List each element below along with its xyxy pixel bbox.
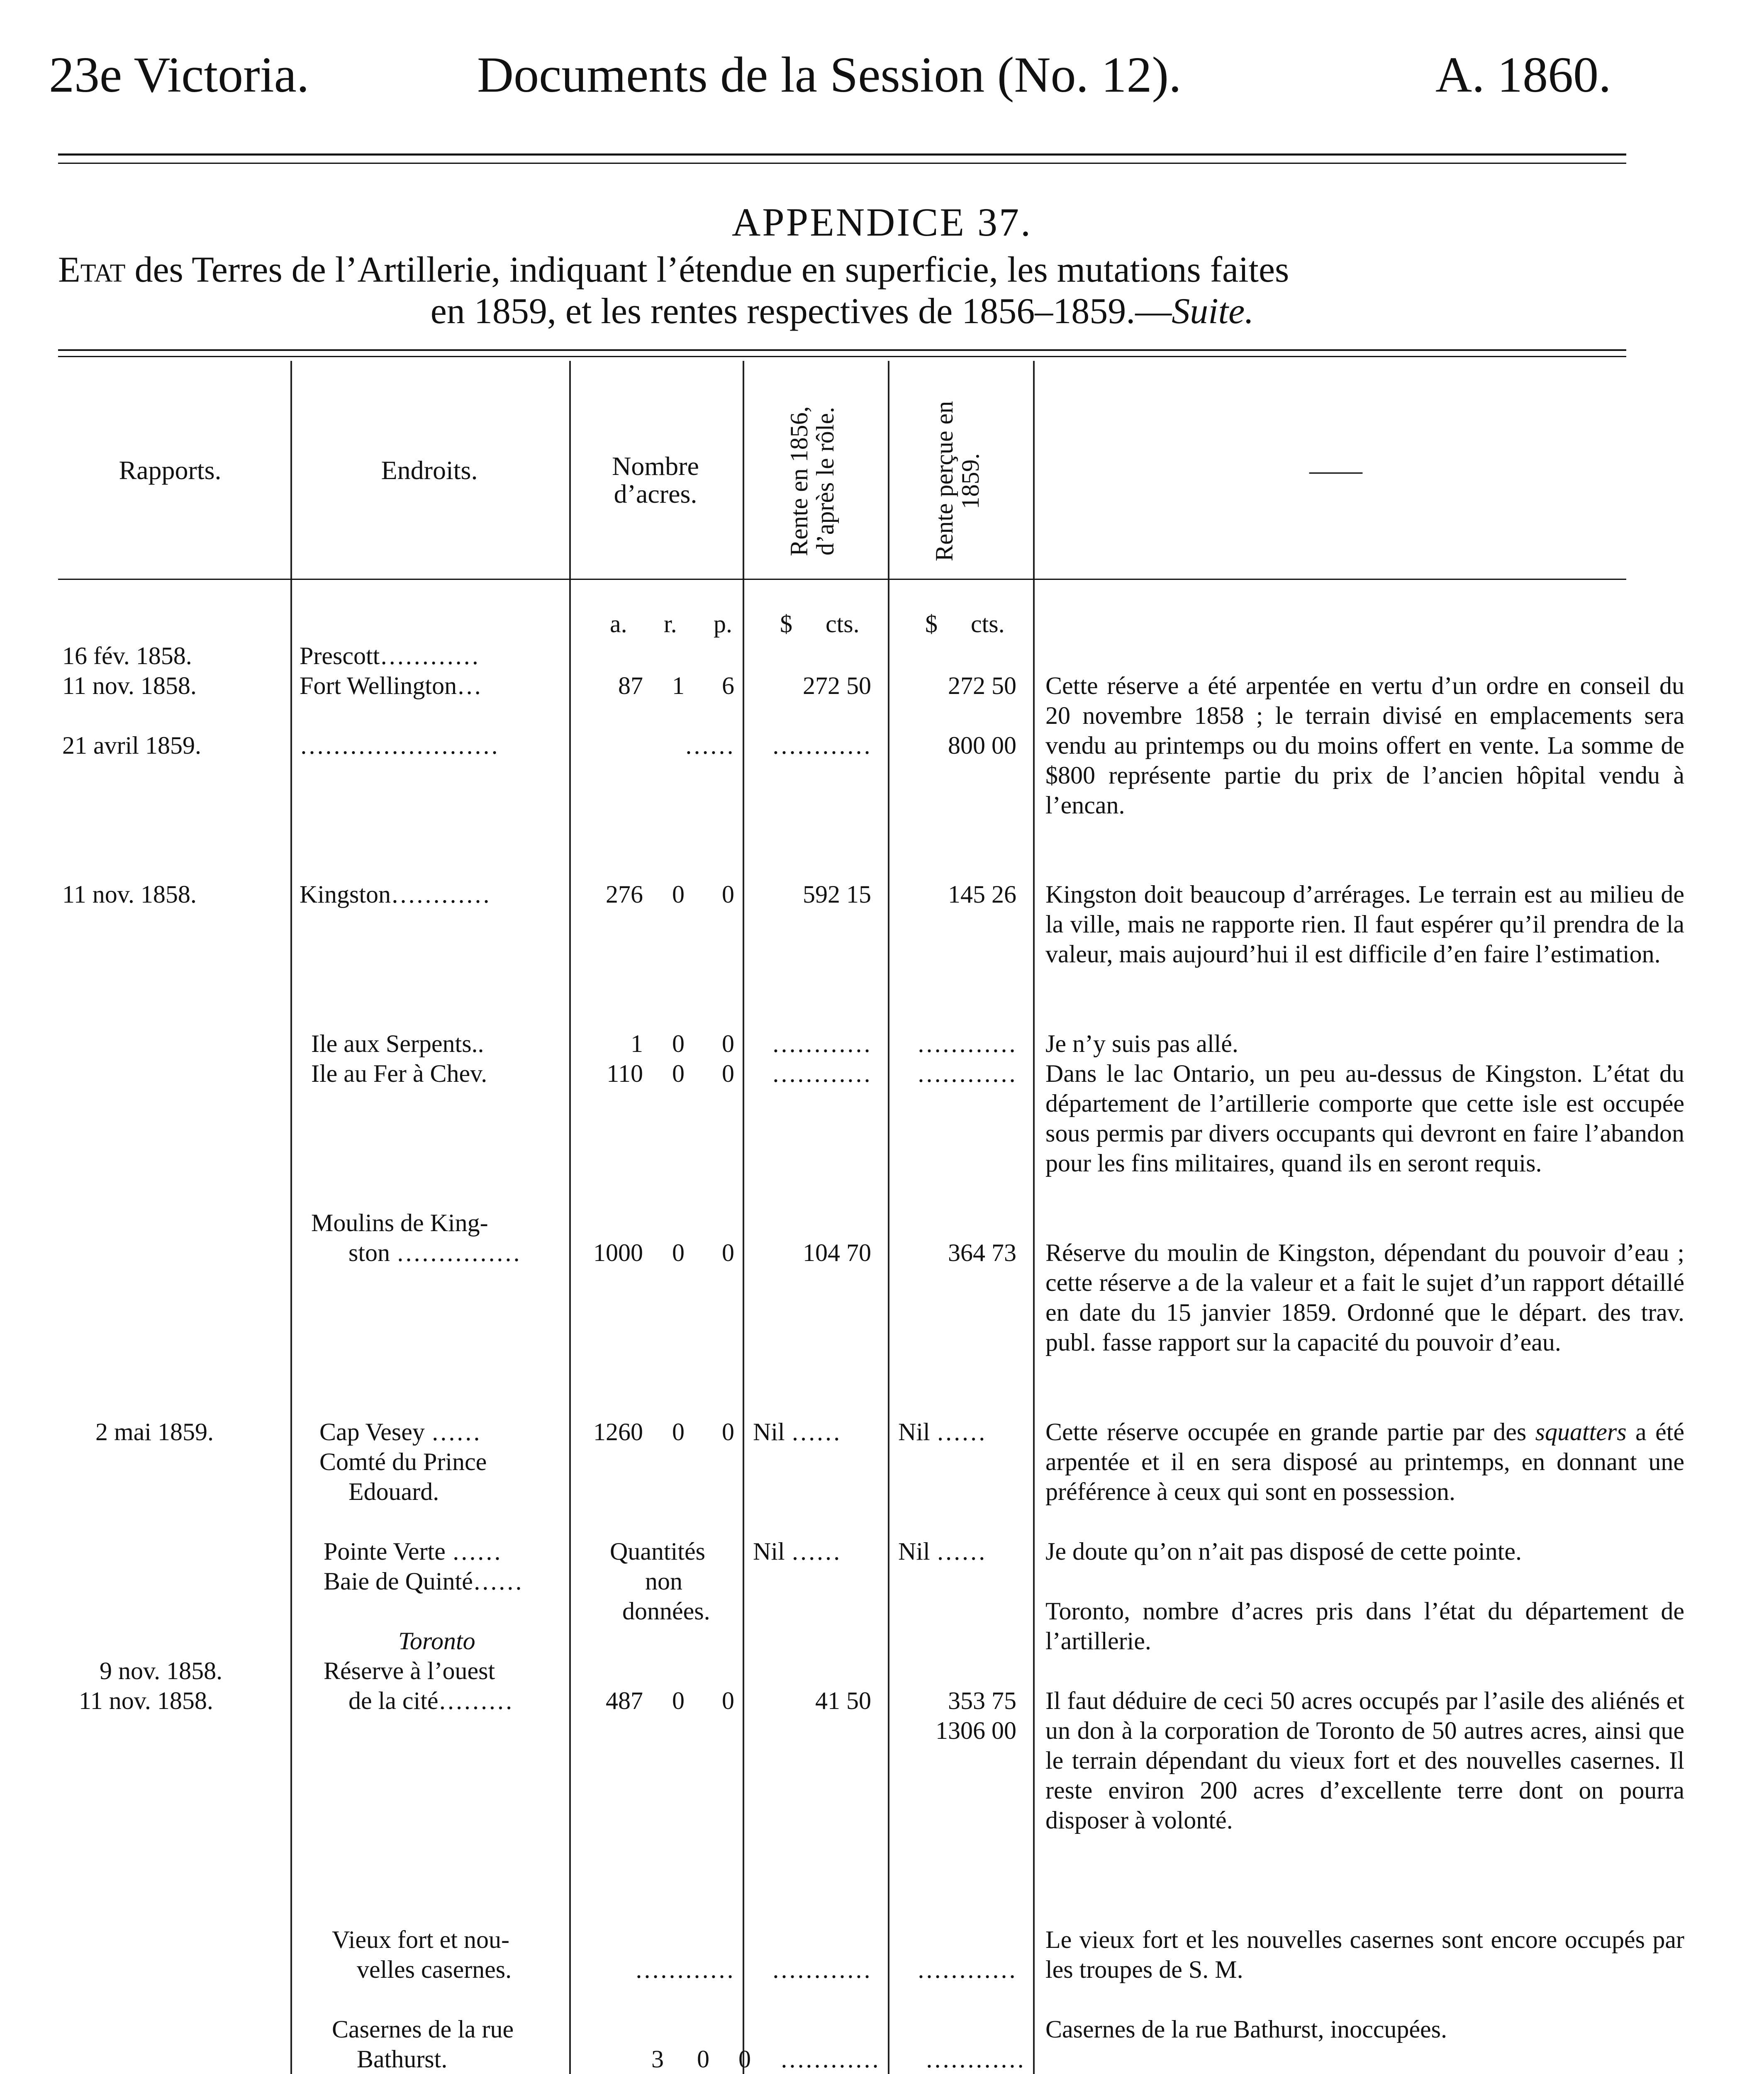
table-top-rule-thick [58, 349, 1626, 351]
column-rule-1 [290, 361, 292, 2074]
column-rule-4 [888, 361, 889, 2074]
unit-dollar-1859: $ [925, 610, 938, 638]
running-header-right: A. 1860. [1435, 47, 1611, 103]
row-rente-1856: ………… [780, 2045, 880, 2073]
row-acres: 110 [607, 1060, 643, 1087]
row-rente-1859: ………… [917, 1060, 1016, 1087]
row-roods: 1 [672, 672, 685, 699]
row-date-second: 11 nov. 1858. [79, 1687, 213, 1714]
column-header-rapports: Rapports. [119, 455, 222, 485]
subtitle-line-2 [58, 290, 1626, 332]
row-rente-1856: 41 50 [815, 1687, 871, 1714]
subtitle-line-1 [58, 249, 1626, 291]
row-acres: 1000 [593, 1239, 643, 1266]
running-header-center: Documents de la Session (No. 12). [477, 47, 1182, 103]
row-date: 21 avril 1859. [62, 732, 201, 759]
row-rente-1856: 272 50 [803, 672, 871, 699]
appendix-title: APPENDICE 37. [731, 200, 1033, 244]
column-rule-5 [1033, 361, 1035, 2074]
row-rente-1856: ………… [772, 1956, 871, 1983]
header-rule-thick [58, 153, 1626, 156]
row-rente-1856: 592 15 [803, 881, 871, 908]
header-rule-thin [58, 163, 1626, 164]
row-place: Comté du Prince [319, 1448, 487, 1475]
subtitle-line-2-text: en 1859, et les rentes respectives de 1856–1859.— [430, 291, 1172, 331]
row-perches: 6 [722, 672, 734, 699]
row-quantites: Quantités [610, 1538, 705, 1565]
row-perches: 0 [738, 2045, 751, 2073]
column-rule-2 [569, 361, 571, 2074]
row-acres: 276 [606, 881, 643, 908]
row-place-continued: Baie de Quinté…… [324, 1568, 523, 1595]
row-date: 9 nov. 1858. [100, 1657, 223, 1685]
remark-ile-aux-serpents: Je n’y suis pas allé. [1045, 1030, 1238, 1057]
row-place-continued: de la cité……… [348, 1687, 513, 1714]
remark-cap-vesey [1045, 1417, 1684, 1507]
row-perches: 0 [722, 1418, 734, 1446]
row-rente-1859: 145 26 [948, 881, 1016, 908]
row-rente-1856: 104 70 [803, 1239, 871, 1266]
row-roods: 0 [672, 1239, 685, 1266]
row-rente-1859: 800 00 [948, 732, 1016, 759]
row-place-continued: ston …………… [348, 1239, 521, 1266]
row-perches: 0 [722, 881, 734, 908]
row-rente-1859: 364 73 [948, 1239, 1016, 1266]
remark-toronto-acres: Toronto, nombre d’acres pris dans l’état du département de l’artillerie. [1045, 1597, 1684, 1655]
row-rente-1856: ………… [772, 732, 871, 759]
row-place: Casernes de la rue [332, 2016, 514, 2043]
row-roods: 0 [672, 1060, 685, 1087]
row-roods: 0 [697, 2045, 709, 2073]
remark-cap-vesey-part-1: Cette réserve occupée en grande partie par des [1045, 1418, 1527, 1446]
remark-toronto-deduction: Il faut déduire de ceci 50 acres occupés par l’asile des aliénés et un don à la corporation de Toronto de 50 autres acres, ainsi que le terrain dépendant du vieux fort et des nouvelles casernes. Il reste environ 200 acres d’excellente terre dont on pourra disposer à volonté. [1045, 1687, 1684, 1834]
column-header-endroits: Endroits. [381, 455, 478, 485]
row-date: 11 nov. 1858. [62, 672, 197, 699]
rente-1856-line-1: Rente en 1856, [785, 406, 813, 556]
row-rente-1859: 272 50 [948, 672, 1016, 699]
unit-dollar-1856: $ [780, 610, 792, 638]
row-rente-1859: 353 75 [948, 1687, 1016, 1714]
row-place-continued: velles casernes. [357, 1956, 512, 1983]
row-perches: 0 [722, 1687, 734, 1714]
nombre-line-1: Nombre [612, 451, 699, 481]
row-rente-1856: Nil …… [753, 1418, 841, 1446]
column-header-rente-1856 [786, 357, 844, 606]
subtitle-line-1-text: des Terres de l’Artillerie, indiquant l’étendue en superficie, les mutations faites [134, 250, 1289, 290]
remark-cap-vesey-squatters: squatters [1535, 1418, 1627, 1446]
row-roods: 0 [672, 1687, 685, 1714]
header-bottom-rule [58, 579, 1626, 580]
row-rente-1859: Nil …… [898, 1418, 986, 1446]
row-roods: 0 [672, 881, 685, 908]
row-acres: 1260 [593, 1418, 643, 1446]
row-date: 16 fév. 1858. [62, 642, 192, 669]
unit-roods: r. [664, 610, 677, 638]
remark-moulins: Réserve du moulin de Kingston, dépendant du pouvoir d’eau ; cette réserve a de la valeur et a fait le sujet d’un rapport détaillé en date du 15 janvier 1859. Ordonné que le départ. des trav. publ. fasse rapport sur la capacité du pouvoir d’eau. [1045, 1239, 1684, 1356]
remark-bathurst: Casernes de la rue Bathurst, inoccupées. [1045, 2016, 1447, 2043]
column-header-nombre [577, 452, 734, 508]
row-place: Ile aux Serpents.. [311, 1030, 484, 1057]
remark-pointe-verte: Je doute qu’on n’ait pas disposé de cette pointe. [1045, 1538, 1522, 1565]
row-roods: 0 [672, 1030, 685, 1057]
row-place: Moulins de King- [311, 1209, 488, 1237]
row-place: Vieux fort et nou- [332, 1926, 509, 1953]
row-place: Ile au Fer à Chev. [311, 1060, 487, 1087]
row-date: 11 nov. 1858. [62, 881, 197, 908]
row-acres: 1 [631, 1030, 643, 1057]
unit-perches: p. [714, 610, 732, 638]
row-place: Réserve à l’ouest [324, 1657, 495, 1685]
remark-cap-vesey-part-2: a été arpentée et il en sera disposé au printemps, en donnant une préférence à ceux qui sont en possession. [1045, 1418, 1685, 1505]
row-place-heading: Toronto [398, 1627, 475, 1655]
row-rente-1859: ………… [917, 1956, 1016, 1983]
row-place: Cap Vesey …… [319, 1418, 481, 1446]
row-acres: 487 [606, 1687, 643, 1714]
row-place: …………………… [300, 732, 499, 759]
row-rente-1856: ………… [772, 1030, 871, 1057]
row-rente-1859: ………… [925, 2045, 1025, 2073]
unit-acres: a. [610, 610, 627, 638]
rente-1859-line-2: 1859. [957, 453, 984, 509]
row-place: Fort Wellington… [300, 672, 482, 699]
row-rente-1859-second: 1306 00 [936, 1717, 1016, 1744]
rente-1859-line-1: Rente perçue en [931, 401, 958, 562]
row-perches: 0 [722, 1060, 734, 1087]
running-header-left: 23e Victoria. [49, 47, 309, 103]
remark-kingston: Kingston doit beaucoup d’arrérages. Le terrain est au milieu de la ville, mais ne rapporte rien. Il faut espérer qu’il prendra de la valeur, mais aujourd’hui il est difficile d’en faire l’estimation. [1045, 881, 1684, 968]
row-place: Prescott………… [300, 642, 480, 669]
row-quantites-note: non données. [622, 1568, 710, 1625]
remark-ile-au-fer: Dans le lac Ontario, un peu au-dessus de Kingston. L’état du département de l’artillerie comporte que cette isle est occupée sous permis par divers occupants qui devront en faire l’abandon pour les fins militaires, quand ils en seront requis. [1045, 1060, 1684, 1177]
row-rente-1856: ………… [772, 1060, 871, 1087]
row-perches: 0 [722, 1239, 734, 1266]
remark-fort-wellington: Cette réserve a été arpentée en vertu d’un ordre en conseil du 20 novembre 1858 ; le terrain divisé en emplacements sera vendu au printemps ou du moins offert en vente. La somme de $800 représente partie du prix de l’ancien hôpital vendu à l’encan. [1045, 672, 1684, 819]
row-place: Pointe Verte …… [324, 1538, 502, 1565]
column-header-remarks: —— [1309, 455, 1362, 485]
remark-vieux-fort: Le vieux fort et les nouvelles casernes sont encore occupés par les troupes de S. M. [1045, 1926, 1684, 1983]
row-acres: 87 [618, 672, 643, 699]
nombre-line-2: d’acres. [614, 479, 697, 509]
row-place-continued: Bathurst. [357, 2045, 448, 2073]
unit-cents-1859: cts. [971, 610, 1005, 638]
unit-cents-1856: cts. [826, 610, 860, 638]
row-acres: …… [685, 732, 734, 759]
rente-1856-line-2: d’après le rôle. [811, 407, 839, 556]
row-acres: ………… [635, 1956, 734, 1983]
row-rente-1856: Nil …… [753, 1538, 841, 1565]
subtitle-lead: Etat [58, 250, 126, 290]
row-date: 2 mai 1859. [95, 1418, 214, 1446]
column-header-rente-1859 [931, 357, 989, 606]
row-rente-1859: ………… [917, 1030, 1016, 1057]
row-place: Kingston………… [300, 881, 491, 908]
column-rule-3 [743, 361, 744, 2074]
row-place-continued: Edouard. [348, 1478, 439, 1505]
row-roods: 0 [672, 1418, 685, 1446]
row-rente-1859: Nil …… [898, 1538, 986, 1565]
row-acres: 3 [651, 2045, 664, 2073]
subtitle-suite: Suite. [1172, 291, 1254, 331]
row-perches: 0 [722, 1030, 734, 1057]
